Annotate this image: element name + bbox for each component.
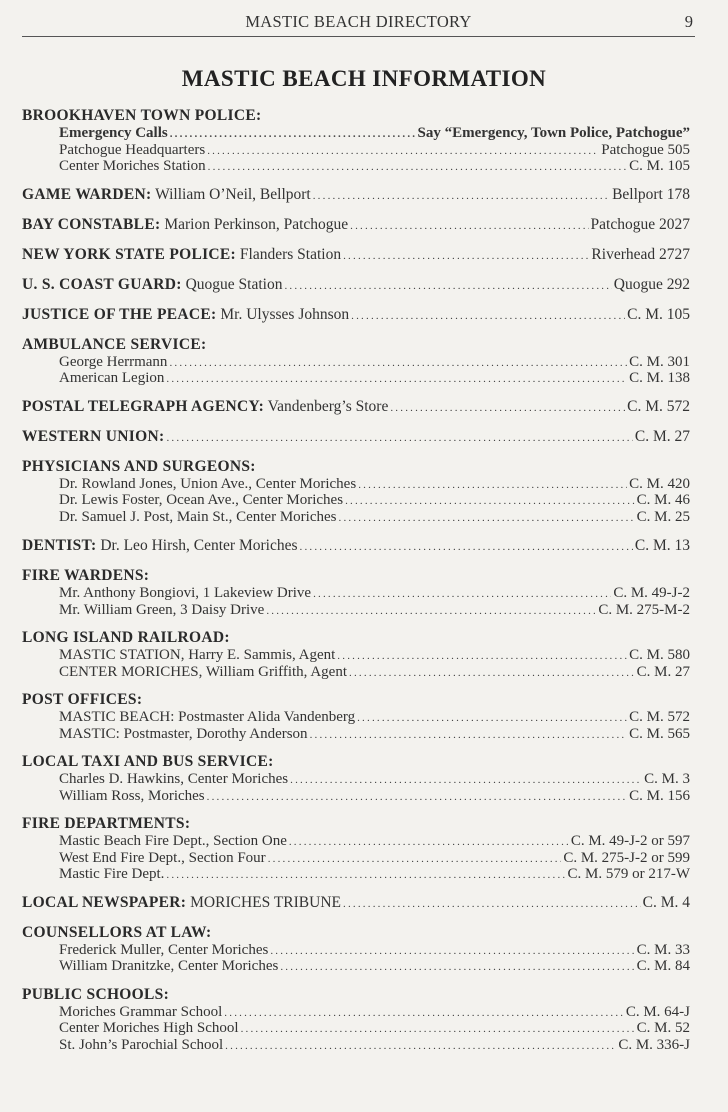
category-heading: LOCAL NEWSPAPER: — [22, 893, 187, 911]
entry-phone: Patchogue 2027 — [590, 215, 690, 233]
entry-phone: C. M. 49-J-2 or 597 — [570, 833, 690, 849]
entry-phone: Riverhead 2727 — [591, 245, 690, 263]
dot-leader — [349, 666, 635, 682]
dot-leader — [224, 1006, 624, 1022]
entry-name: Dr. Leo Hirsh, Center Moriches — [100, 537, 298, 554]
list-item — [22, 1038, 690, 1055]
entry-name: William O’Neil, Bellport — [155, 185, 311, 203]
entry-name: MORICHES TRIBUNE — [190, 893, 341, 911]
entry-phone: Quogue 292 — [613, 275, 690, 293]
entry-name: Dr. Lewis Foster, Ocean Ave., Center Moriches — [59, 492, 344, 508]
list-item — [22, 789, 690, 806]
dot-leader — [345, 494, 635, 510]
entry-name: MASTIC STATION, Harry E. Sammis, Agent — [59, 647, 336, 663]
dot-leader — [166, 868, 565, 884]
dot-leader — [357, 711, 627, 727]
entry-phone: C. M. 420 — [629, 475, 690, 492]
section-post-offices — [22, 690, 690, 743]
entry-phone: C. M. 565 — [629, 725, 690, 742]
entry-name: MASTIC: Postmaster, Dorothy Anderson — [59, 725, 308, 742]
list-item — [22, 586, 690, 603]
entry-phone: C. M. 138 — [629, 370, 690, 386]
section-newspaper — [22, 893, 690, 914]
dot-leader — [339, 511, 635, 527]
entry-name: MASTIC BEACH: Postmaster Alida Vandenberg — [59, 709, 356, 725]
section-taxi — [22, 752, 690, 805]
entry-phone: C. M. 275-J-2 or 599 — [563, 849, 690, 866]
entry-name: Center Moriches Station — [59, 158, 206, 174]
list-item — [22, 371, 690, 388]
entry-phone: C. M. 49-J-2 — [613, 585, 690, 601]
category-heading: BROOKHAVEN TOWN POLICE: — [22, 107, 262, 124]
category-heading: NEW YORK STATE POLICE: — [22, 245, 237, 263]
list-item — [22, 867, 690, 884]
entry-name: Center Moriches High School — [59, 1020, 239, 1036]
list-item — [22, 727, 690, 744]
category-heading: FIRE DEPARTMENTS: — [22, 815, 191, 832]
entry-name: William Ross, Moriches — [59, 787, 205, 804]
section-town-police — [22, 106, 690, 176]
entry-name: American Legion — [59, 370, 165, 386]
entry-phone: C. M. 105 — [627, 305, 690, 323]
entry-phone: C. M. 25 — [636, 508, 690, 525]
entry-name: Charles D. Hawkins, Center Moriches — [59, 771, 289, 787]
entry-phone: Patchogue 505 — [601, 141, 690, 158]
dot-leader — [350, 216, 588, 236]
entry-phone: C. M. 4 — [642, 893, 690, 911]
entry-phone: C. M. 580 — [629, 647, 690, 663]
dot-leader — [310, 728, 628, 744]
category-heading: GAME WARDEN: — [22, 185, 152, 203]
category-heading: FIRE WARDENS: — [22, 567, 150, 584]
category-heading: DENTIST: — [22, 537, 97, 554]
dot-leader — [343, 246, 589, 266]
category-heading: POSTAL TELEGRAPH AGENCY: — [22, 397, 265, 415]
list-item — [22, 159, 690, 176]
dot-leader — [208, 160, 628, 176]
page-number: 9 — [684, 12, 693, 31]
list-item — [22, 851, 690, 868]
dot-leader — [290, 773, 642, 789]
list-item — [22, 943, 690, 960]
running-title: MASTIC BEACH DIRECTORY — [245, 12, 472, 31]
category-heading: U. S. COAST GUARD: — [22, 275, 182, 293]
entry-name: Dr. Samuel J. Post, Main St., Center Moriches — [59, 508, 337, 525]
section-coast-guard — [22, 275, 690, 296]
dot-leader — [313, 587, 611, 603]
category-heading: BAY CONSTABLE: — [22, 215, 161, 233]
dot-leader — [337, 649, 627, 665]
entry-phone: C. M. 579 or 217-W — [567, 866, 690, 882]
entry-name: St. John’s Parochial School — [59, 1036, 224, 1053]
category-heading: LONG ISLAND RAILROAD: — [22, 629, 230, 646]
entry-name: George Herrmann — [59, 353, 168, 370]
dot-leader — [313, 186, 610, 206]
section-ambulance — [22, 335, 690, 388]
dot-leader — [268, 852, 562, 868]
page-title: MASTIC BEACH INFORMATION — [181, 66, 547, 91]
category-heading: JUSTICE OF THE PEACE: — [22, 305, 217, 323]
entry-phone: C. M. 27 — [634, 427, 690, 445]
category-heading: PUBLIC SCHOOLS: — [22, 985, 170, 1003]
section-fire-wardens — [22, 566, 690, 619]
section-railroad — [22, 628, 690, 681]
list-item — [22, 648, 690, 665]
dot-leader — [289, 835, 569, 851]
dot-leader — [280, 960, 634, 976]
list-item — [22, 493, 690, 510]
dot-leader — [351, 306, 625, 326]
entry-phone: C. M. 64-J — [625, 1003, 690, 1020]
section-physicians — [22, 457, 690, 527]
entry-phone: C. M. 27 — [636, 663, 690, 680]
entry-name: Moriches Grammar School — [59, 1003, 223, 1020]
dot-leader — [270, 944, 634, 960]
list-item — [22, 1021, 690, 1038]
entry-name: William Dranitzke, Center Moriches — [59, 958, 279, 974]
dot-leader — [358, 478, 627, 494]
list-item — [22, 665, 690, 682]
dot-leader — [207, 144, 599, 160]
list-item — [22, 772, 690, 789]
entry-name: Mastic Beach Fire Dept., Section One — [59, 833, 287, 849]
dot-leader — [166, 372, 627, 388]
entry-name: Mr. Anthony Bongiovi, 1 Lakeview Drive — [59, 585, 312, 601]
section-postal-telegraph — [22, 397, 690, 418]
category-heading: COUNSELLORS AT LAW: — [22, 923, 212, 941]
section-western-union — [22, 427, 690, 448]
entry-name: Frederick Muller, Center Moriches — [59, 941, 269, 958]
entry-name: Patchogue Headquarters — [59, 141, 206, 158]
entry-phone: C. M. 13 — [634, 537, 690, 554]
category-heading: LOCAL TAXI AND BUS SERVICE: — [22, 753, 274, 770]
dot-leader — [169, 356, 627, 372]
section-fire-departments — [22, 814, 690, 884]
list-item — [22, 510, 690, 527]
list-item — [22, 1005, 690, 1022]
entry-phone: C. M. 156 — [629, 787, 690, 804]
directory-listing — [22, 106, 690, 1054]
list-item — [22, 603, 690, 620]
entry-phone: C. M. 336-J — [618, 1036, 690, 1053]
entry-phone: Say “Emergency, Town Police, Patchogue” — [417, 125, 690, 141]
dot-leader — [390, 398, 625, 418]
list-item — [22, 126, 690, 143]
entry-name: Mr. William Green, 3 Daisy Drive — [59, 601, 265, 618]
entry-name: Vandenberg’s Store — [267, 397, 389, 415]
dot-leader — [207, 790, 628, 806]
list-item — [22, 834, 690, 851]
entry-name: Flanders Station — [239, 245, 342, 263]
dot-leader — [284, 276, 611, 296]
entry-phone: C. M. 105 — [629, 158, 690, 174]
list-item — [22, 710, 690, 727]
dot-leader — [266, 604, 596, 620]
category-heading: AMBULANCE SERVICE: — [22, 335, 207, 353]
entry-phone: C. M. 84 — [636, 958, 690, 974]
dot-leader — [225, 1039, 616, 1055]
entry-name: Dr. Rowland Jones, Union Ave., Center Moriches — [59, 475, 357, 492]
section-justice-of-peace — [22, 305, 690, 326]
dot-leader — [170, 127, 416, 143]
entry-phone: C. M. 46 — [636, 492, 690, 508]
entry-phone: C. M. 572 — [627, 397, 690, 415]
section-dentist — [22, 536, 690, 557]
list-item — [22, 355, 690, 372]
dot-leader — [300, 537, 633, 557]
entry-name: Marion Perkinson, Patchogue — [164, 215, 349, 233]
entry-phone: Bellport 178 — [612, 185, 690, 203]
entry-name: Quogue Station — [185, 275, 283, 293]
section-schools — [22, 985, 690, 1055]
entry-phone: C. M. 301 — [629, 353, 690, 370]
entry-phone: C. M. 275-M-2 — [598, 601, 690, 618]
section-counsellors — [22, 923, 690, 976]
entry-name: CENTER MORICHES, William Griffith, Agent — [59, 663, 348, 680]
dot-leader — [241, 1022, 635, 1038]
entry-phone: C. M. 33 — [636, 941, 690, 958]
section-game-warden — [22, 185, 690, 206]
dot-leader — [166, 428, 632, 448]
category-heading: WESTERN UNION: — [22, 427, 165, 445]
entry-phone: C. M. 572 — [629, 709, 690, 725]
entry-phone: C. M. 3 — [644, 771, 690, 787]
entry-name: Mr. Ulysses Johnson — [220, 305, 350, 323]
dot-leader — [343, 894, 641, 914]
entry-name: Mastic Fire Dept. — [59, 866, 165, 882]
running-header — [22, 10, 695, 37]
list-item — [22, 143, 690, 160]
list-item — [22, 959, 690, 976]
section-state-police — [22, 245, 690, 266]
entry-phone: C. M. 52 — [636, 1020, 690, 1036]
section-bay-constable — [22, 215, 690, 236]
list-item — [22, 477, 690, 494]
category-heading: PHYSICIANS AND SURGEONS: — [22, 457, 256, 475]
category-heading: POST OFFICES: — [22, 691, 143, 708]
entry-name: West End Fire Dept., Section Four — [59, 849, 266, 866]
entry-name: Emergency Calls — [59, 125, 168, 141]
